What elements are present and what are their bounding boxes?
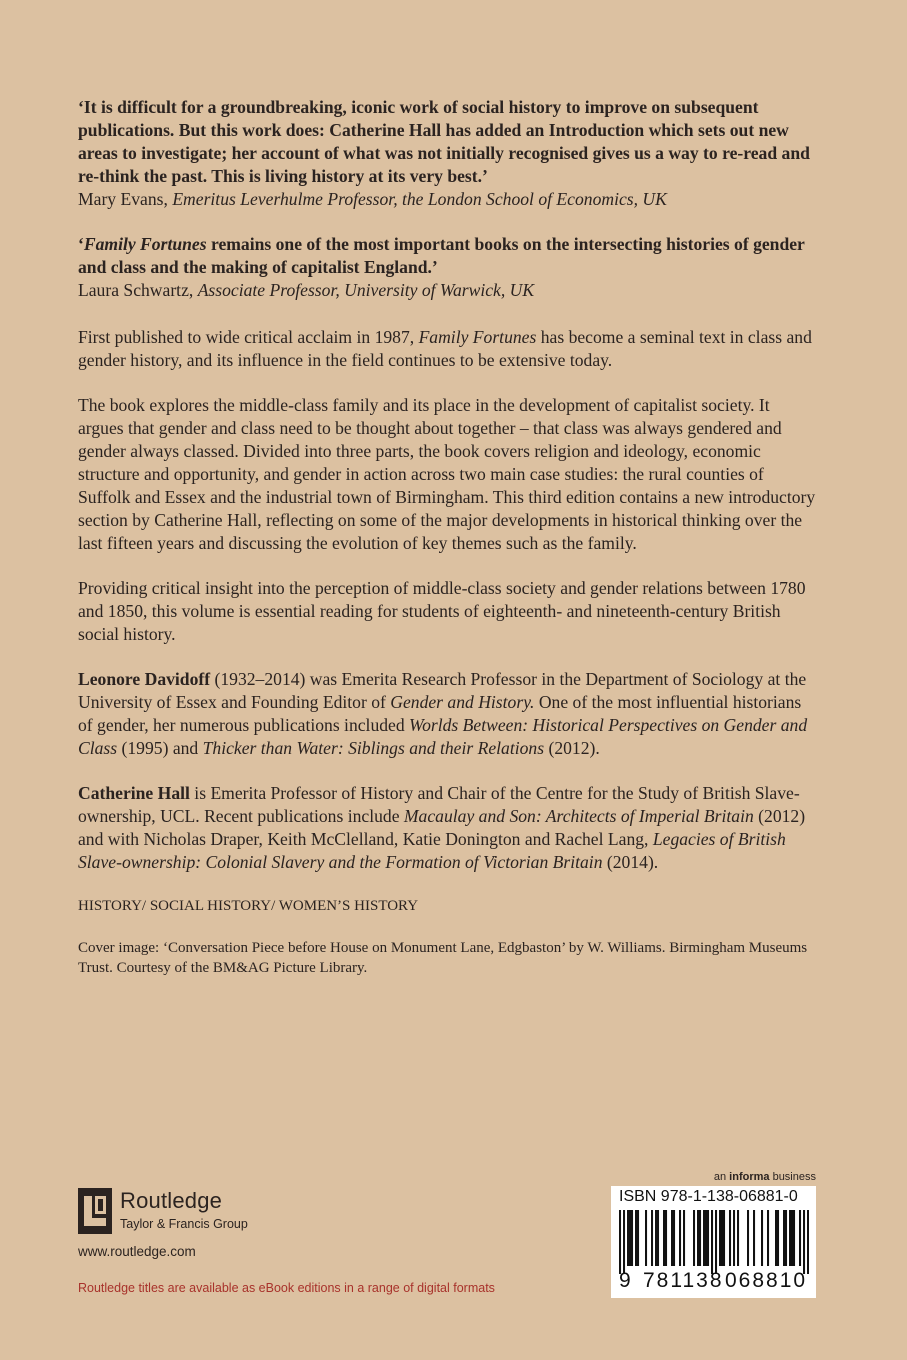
barcode-bar — [761, 1210, 763, 1266]
barcode-bar — [753, 1210, 755, 1266]
barcode-bar — [721, 1210, 723, 1266]
publisher-url: www.routledge.com — [78, 1244, 196, 1259]
isbn-barcode: ISBN 978-1-138-06881-0 9 781138 068810 — [611, 1186, 816, 1298]
barcode-bar — [693, 1210, 695, 1266]
barcode-bar — [775, 1210, 777, 1266]
barcode-bar — [767, 1210, 769, 1266]
barcode-bar — [733, 1210, 735, 1266]
barcode-bar — [663, 1210, 665, 1266]
barcode-bar — [705, 1210, 707, 1266]
barcode-bar — [671, 1210, 673, 1266]
quote-evans: ‘It is difficult for a groundbreaking, iconic work of social history to improve on subsequent publications. But this work does: Catherine Hall has added an Introduction which sets out new areas to investigate; her account of what was not initially recognised gives us a way to re-read and re-think the past. This is living history at its very best.’ Mary Evans, Emeritus Leverhulme Professor, the London School of Economics, UK — [78, 97, 810, 209]
quote-evans-text: ‘It is difficult for a groundbreaking, iconic work of social history to improve on subsequent publications. But this work does: Catherine Hall has added an Introduction which sets out new areas to investigate; her account of what was not initially recognised gives us a way to re-read and re-think the past. This is living history at its very best.’ — [78, 97, 810, 186]
barcode-bar — [645, 1210, 647, 1266]
barcode-bar — [697, 1210, 699, 1266]
barcode-bar — [793, 1210, 795, 1266]
barcode-bar — [699, 1210, 701, 1266]
barcode-bar — [723, 1210, 725, 1266]
author-bio-davidoff: Leonore Davidoff (1932–2014) was Emerita Research Professor in the Department of Sociology at the University of Essex and Founding Editor of Gender and History. One of the most influential historians of gender, her numerous publications included Worlds Between: Historical Perspectives on Gender and Class (1995) and Thicker than Water: Siblings and their Relations (2012). — [78, 669, 808, 758]
insight-paragraph: Providing critical insight into the perception of middle-class society and gender relations between 1780 and 1850, this volume is essential reading for students of eighteenth- and nineteenth-century British social history. — [78, 578, 806, 644]
barcode-bars — [619, 1210, 809, 1274]
barcode-bar — [651, 1210, 653, 1266]
isbn-label: ISBN 978-1-138-06881-0 — [619, 1188, 798, 1205]
barcode-bar — [783, 1210, 785, 1266]
routledge-logo — [78, 1186, 278, 1236]
barcode-bar — [629, 1210, 631, 1266]
barcode-bar — [729, 1210, 731, 1266]
barcode-bar — [637, 1210, 639, 1266]
barcode-bar — [799, 1210, 801, 1266]
barcode-bar — [789, 1210, 791, 1266]
barcode-bar — [657, 1210, 659, 1266]
barcode-guard-bar — [807, 1210, 809, 1274]
barcode-bar — [777, 1210, 779, 1266]
intro-paragraph: First published to wide critical acclaim in 1987, Family Fortunes has become a seminal text in class and gender history, and its influence in the field continues to be extensive today. — [78, 327, 812, 370]
description-paragraph: The book explores the middle-class family and its place in the development of capitalist society. It argues that gender and class need to be thought about together – that class was always gendered and gender always classed. Divided into three parts, the book covers religion and ideology, economic structure and opportunity, and gender in action across two main case studies: the rural counties of Suffolk and Essex and the industrial town of Birmingham. This third edition contains a new introductory section by Catherine Hall, reflecting on some of the major developments in historical thinking over the last fifteen years and discussing the evolution of key themes such as the family. — [78, 395, 816, 553]
publisher-name: Routledge — [120, 1188, 223, 1213]
author-bio-hall: Catherine Hall is Emerita Professor of History and Chair of the Centre for the Study of British Slave-ownership, UCL. Recent publications include Macaulay and Son: Architects of Imperial Britain (2012) and with Nicholas Draper, Keith McClelland, Katie Donington and Rachel Lang, Legacies of British Slave-ownership: Colonial Slavery and the Formation of Victorian Britain (2014). — [78, 783, 806, 872]
back-cover-text — [78, 96, 818, 1000]
barcode-guard-bar — [623, 1210, 625, 1274]
routledge-mark-icon — [78, 1188, 112, 1234]
quote-schwartz-author: Laura Schwartz — [78, 280, 189, 300]
barcode-bar — [679, 1210, 681, 1266]
barcode-bar — [635, 1210, 637, 1266]
barcode-bar — [737, 1210, 739, 1266]
subject-categories: HISTORY/ SOCIAL HISTORY/ WOMEN’S HISTORY — [78, 898, 419, 914]
quote-schwartz: ‘Family Fortunes remains one of the most important books on the intersecting histories of gender and class and the making of capitalist England.’ Laura Schwartz, Associate Professor, University of Warwick, UK — [78, 234, 805, 300]
publisher-group: Taylor & Francis Group — [120, 1217, 248, 1231]
barcode-bar — [673, 1210, 675, 1266]
barcode-bar — [747, 1210, 749, 1266]
barcode-guard-bar — [711, 1210, 713, 1274]
barcode-bar — [683, 1210, 685, 1266]
quote-schwartz-text: ‘Family Fortunes remains one of the most important books on the intersecting histories of gender and class and the making of capitalist England.’ — [78, 234, 805, 277]
barcode-bar — [665, 1210, 667, 1266]
quote-evans-author: Mary Evans — [78, 189, 164, 209]
barcode-bar — [719, 1210, 721, 1266]
barcode-bar — [707, 1210, 709, 1266]
barcode-guard-bar — [715, 1210, 717, 1274]
quote-schwartz-role: Associate Professor, University of Warwick, UK — [197, 280, 535, 300]
barcode-bar — [655, 1210, 657, 1266]
barcode-guard-bar — [803, 1210, 805, 1274]
barcode-bar — [785, 1210, 787, 1266]
informa-business: an informa business — [713, 1171, 816, 1183]
quote-evans-role: Emeritus Leverhulme Professor, the London School of Economics, UK — [172, 189, 667, 209]
ebook-note: Routledge titles are available as eBook editions in a range of digital formats — [78, 1281, 495, 1295]
barcode-bar — [791, 1210, 793, 1266]
barcode-bar — [631, 1210, 633, 1266]
barcode-guard-bar — [619, 1210, 621, 1274]
barcode-bar — [703, 1210, 705, 1266]
barcode-bar — [627, 1210, 629, 1266]
cover-image-credit: Cover image: ‘Conversation Piece before House on Monument Lane, Edgbaston’ by W. Williams. Birmingham Museums Trust. Courtesy of the BM&AG Picture Library. — [78, 940, 808, 976]
